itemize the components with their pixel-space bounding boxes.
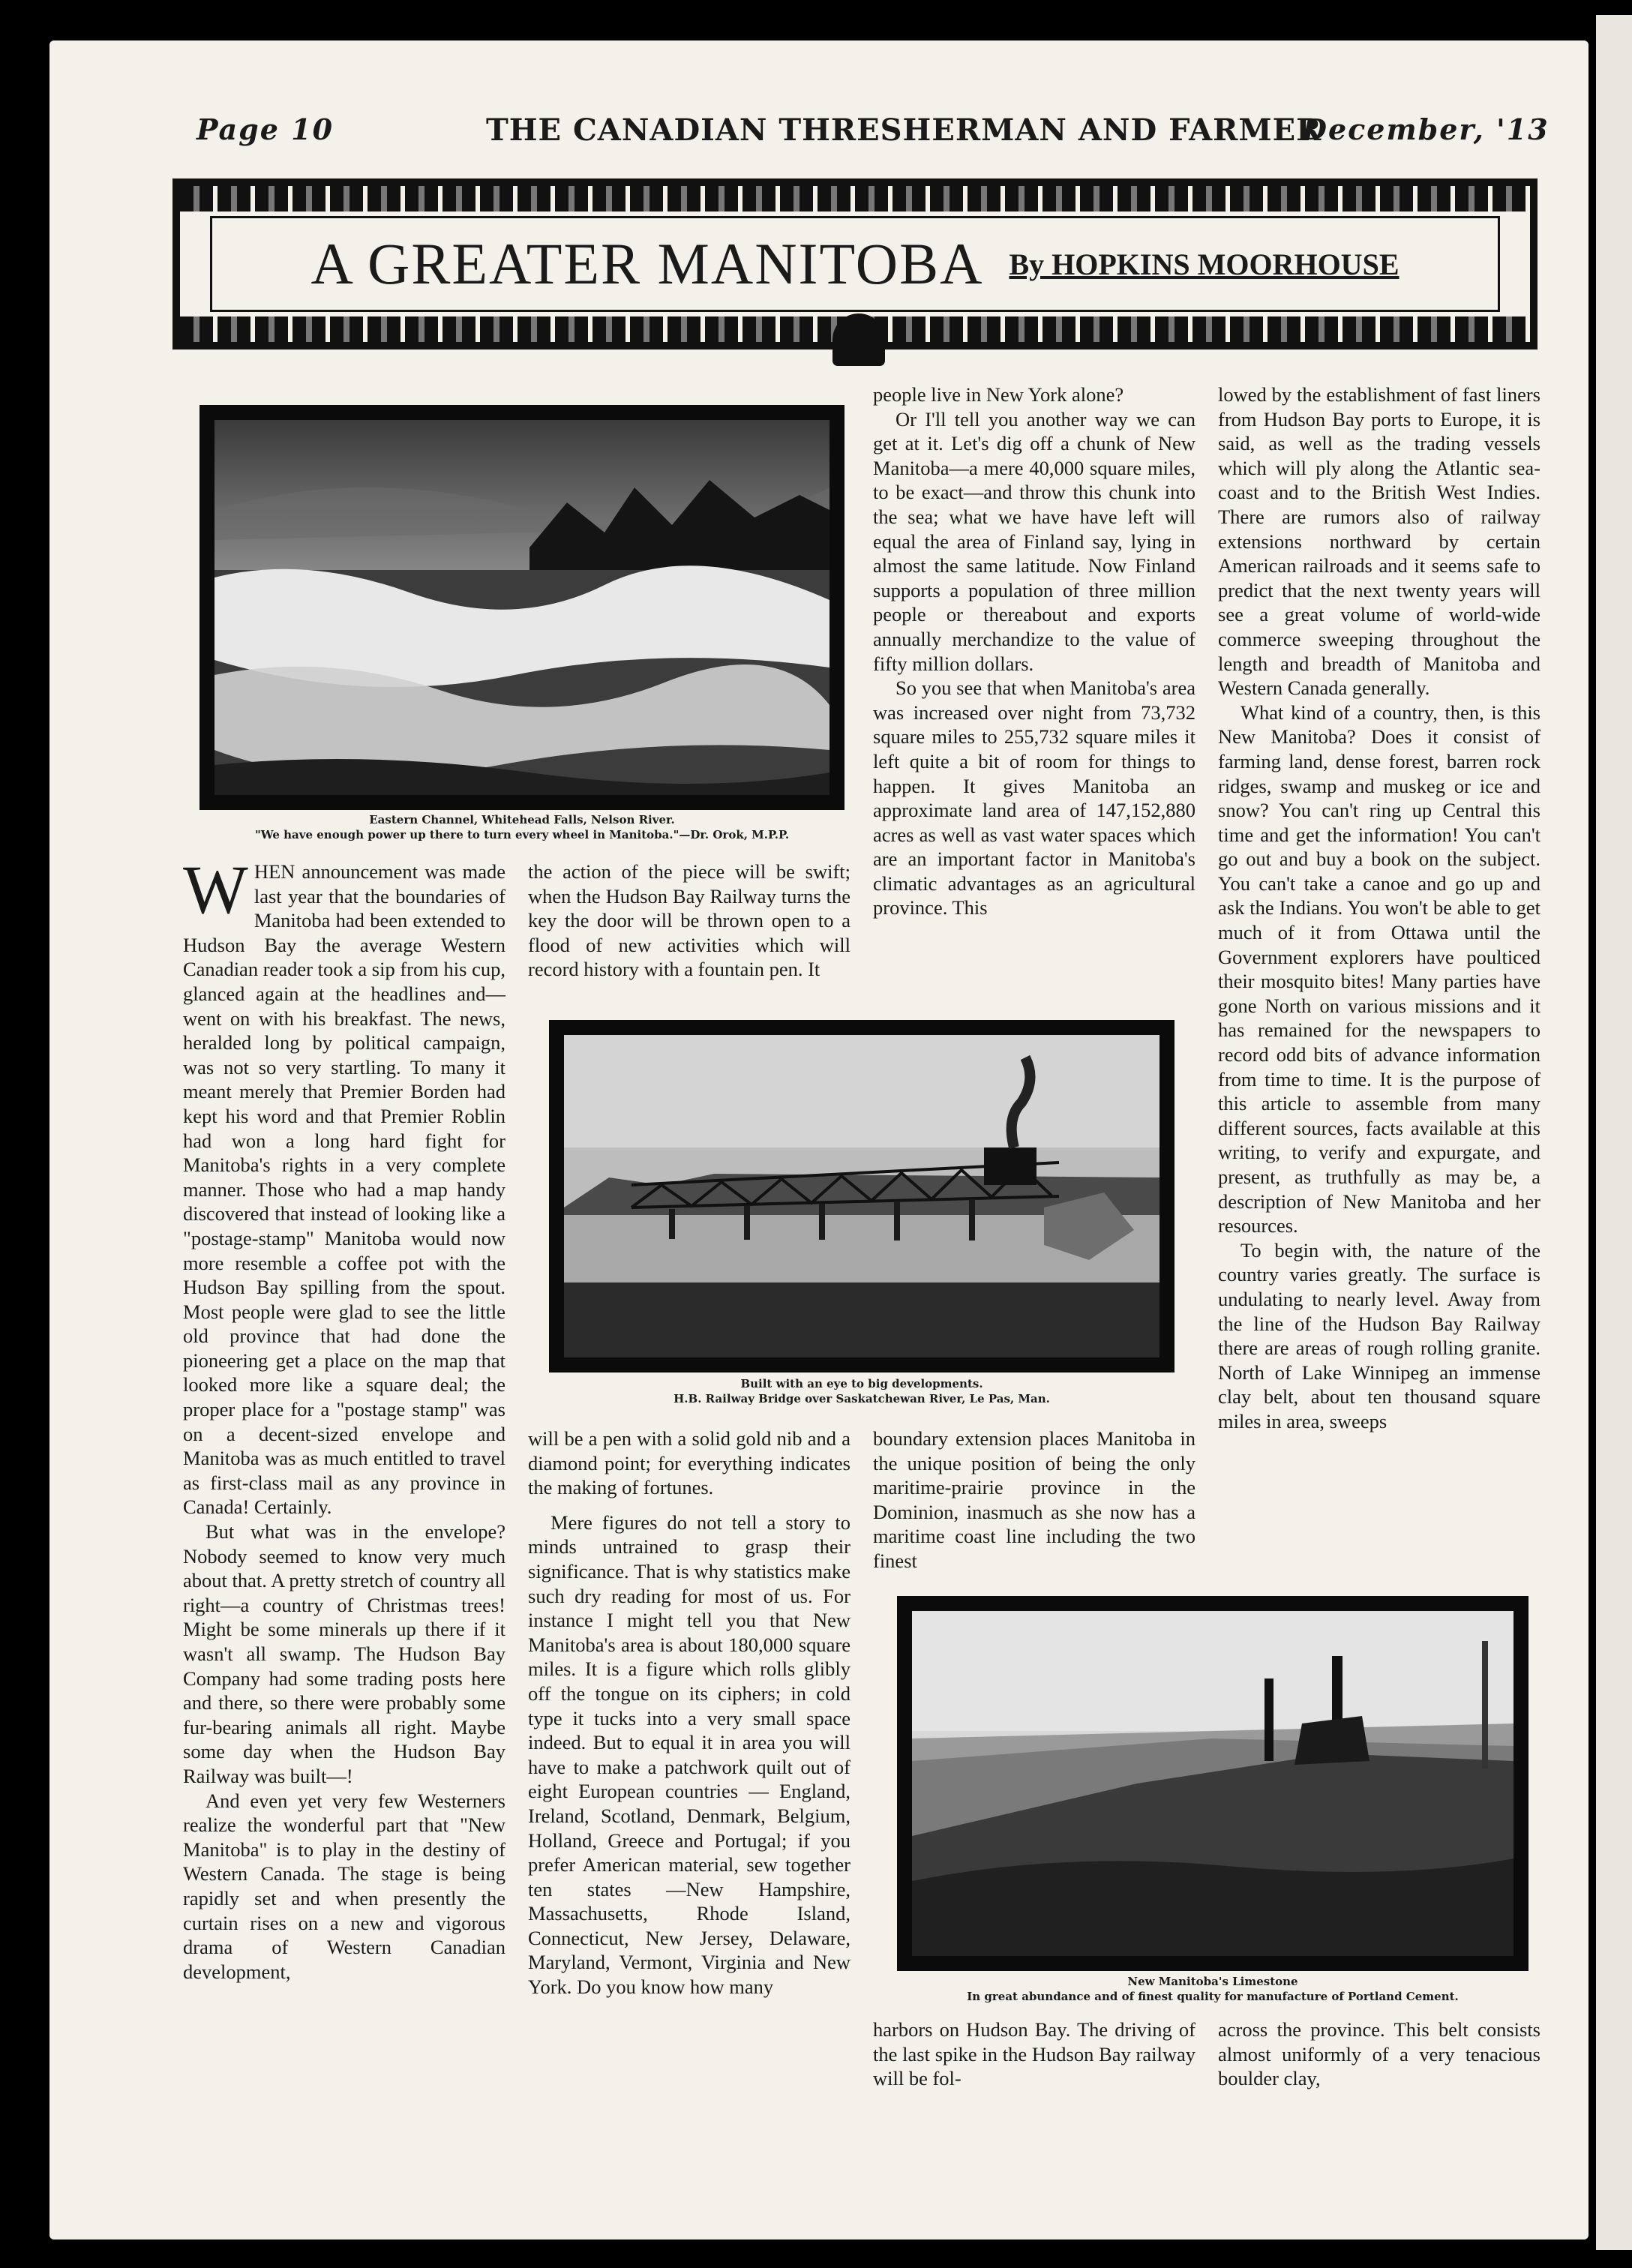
caption-line: Built with an eye to big developments. [740,1377,983,1390]
caption-line: "We have enough power up there to turn every wheel in Manitoba."—Dr. Orok, M.P.P. [254,828,790,842]
column-1 [183,851,506,1984]
column-2-bottom [528,1426,850,2000]
drop-cap: W [183,851,248,928]
paragraph: Mere figures do not tell a story to minds untrained to grasp their significance. That is why statistics make such dry reading for most of us. For instance I might tell you that New Manitoba's area is about 180,000 square miles. It is a figure which rolls glibly off the tongue on its ciphers; in cold type it tucks into a very small space indeed. But to equal it in area you will have to make a patchwork quilt out of eight European countries — England, Ireland, Scotland, Denmark, Belgium, Holland, Greece and Portugal; if you prefer American material, sew together ten states —New Hampshire, Massachusetts, Rhode Island, Connecticut, New Jersey, Delaware, Maryland, Vermont, Virginia and New York. Do you know how many [528,1510,850,1999]
paragraph: Or I'll tell you another way we can get at it. Let's dig off a chunk of New Manitoba—a mere 40,000 square miles, to be exact—and throw this chunk into the sea; what we have have left will equal the area of Finland say, lying in almost the same latitude. Now Finland supports a population of three million people or thereabout and exports annually merchandize to the value of fifty million dollars. [873,407,1196,675]
limestone-image [912,1611,1514,1956]
adjacent-page-edge [1596,15,1632,2250]
paragraph: people live in New York alone? [873,383,1124,406]
column-3-bottom [873,2018,1196,2091]
bell-ornament-icon [832,314,885,366]
photo-caption [200,812,844,842]
paragraph: harbors on Hudson Bay. The driving of the last spike in the Hudson Bay railway will be fol- [873,2018,1196,2090]
photo-caption [897,1974,1528,2004]
photo-whitehead-falls [200,405,844,810]
paragraph: But what was in the envelope? Nobody seemed to know very much about that. A pretty stretch of country all right—a country of Christmas trees! Might be some minerals up there if it wasn't all swamp. The Hudson Bay Company had some trading posts here and there, so there were probably some fur-bearing animals all right. Maybe some day when the Hudson Bay Railway was built—! [183,1520,506,1787]
paragraph: will be a pen with a solid gold nib and a diamond point; for everything indicates the making of fortunes. [528,1427,850,1499]
column-4-top [1218,382,1540,1434]
paragraph: across the province. This belt consists almost uniformly of a very tenacious boulder clay, [1218,2018,1540,2090]
column-3-top [873,382,1196,920]
photo-railway-bridge [549,1020,1174,1372]
bridge-image [564,1035,1160,1358]
column-4-bottom [1218,2018,1540,2091]
caption-line: New Manitoba's Limestone [1127,1975,1298,1988]
paragraph: To begin with, the nature of the country varies greatly. The surface is undulating to nearly level. Away from the line of the Hudson Bay Railway there are areas of rough rolling granite. North of Lake Winnipeg an immense clay belt, about ten thousand square miles in area, sweeps [1218,1238,1540,1432]
caption-line: Eastern Channel, Whitehead Falls, Nelson River. [369,813,675,826]
waterfall-image [214,420,830,795]
issue-date: December, '13 [1302,112,1550,146]
paragraph: boundary extension places Manitoba in the unique position of being the only maritime-prairie province in the Dominion, inasmuch as she now has a maritime coast line including the two finest [873,1427,1196,1572]
title-box [210,216,1500,312]
paragraph: What kind of a country, then, is this New Manitoba? Does it consist of farming land, dense forest, barren rock ridges, swamp and muskeg or ice and snow? You can't ring up Central this time and get the information! You can't go out and buy a book on the subject. You can't take a canoe and go up and ask the Indians. You won't be able to get much of it from Ottawa until the Government explorers have poulticed their mosquito bites! Many parties have gone North on various missions and it has remained for the newspapers to record odd bits of advance information from time to time. It is the purpose of this article to assemble from many different sources, facts available at this writing, to verify and expurgate, and present, as truthfully as may be, a description of New Manitoba and her resources. [1218,700,1540,1238]
paragraph: So you see that when Manitoba's area was increased over night from 73,732 square miles to 255,732 square miles it left quite a bit of room for things to happen. It gives Manitoba an approximate land area of 147,152,880 acres as well as vast water spaces which are an important factor in Manitoba's climatic advantages as an agricultural province. This [873,676,1196,920]
masthead: THE CANADIAN THRESHERMAN AND FARMER [486,112,1322,148]
page-number: Page 10 [196,112,334,146]
caption-line: In great abundance and of finest quality for manufacture of Portland Cement. [967,1990,1459,2003]
paragraph: the action of the piece will be swift; when the Hudson Bay Railway turns the key the door will be thrown open to a flood of new activities which will record history with a fountain pen. It [528,860,850,981]
article-title: A GREATER MANITOBA [310,231,984,296]
article-byline: By HOPKINS MOORHOUSE [1009,247,1400,281]
caption-line: H.B. Railway Bridge over Saskatchewan River, Le Pas, Man. [674,1392,1050,1406]
holly-border-top [180,186,1530,212]
paragraph: HEN announcement was made last year that the boundaries of Manitoba had been extended to Hudson Bay the average Western Canadian reader took a sip from his cup, glanced again at the headlines and—went on with his breakfast. The news, heralded long by political campaign, was not so very startling. To many it meant merely that Premier Borden had kept his word and that Premier Roblin had won a long hard fight for Manitoba's rights in a very complete manner. Those who had a map handy discovered that instead of looking like a "postage-stamp" Manitoba would now more resemble a coffee pot with the Hudson Bay spilling from the spout. Most people were glad to see the little old province that had done the pioneering get a place on the map that looked more like a square deal; the proper place for a "postage stamp" was on a decent-sized envelope and Manitoba was as much entitled to travel as first-class mail as any province in Canada! Certainly. [183,860,506,1519]
photo-caption [549,1376,1174,1406]
photo-limestone [897,1596,1528,1971]
paragraph: lowed by the establishment of fast liners from Hudson Bay ports to Europe, it is said, as well as the trading vessels which will ply along the Atlantic sea-coast and to the British West Indies. There are rumors also of railway extensions northward by certain American railroads and it seems safe to predict that the next twenty years will see a great volume of world-wide commerce sweeping throughout the length and breadth of Manitoba and Western Canada generally. [1218,383,1540,700]
column-3-mid [873,1426,1196,1574]
paragraph: And even yet very few Westerners realize the wonderful part that "New Manitoba" is to play in the destiny of Western Canada. The stage is being rapidly set and when presently the curtain rises on a new and vigorous drama of Western Canadian development, [183,1789,506,1983]
column-2-top [528,860,850,982]
